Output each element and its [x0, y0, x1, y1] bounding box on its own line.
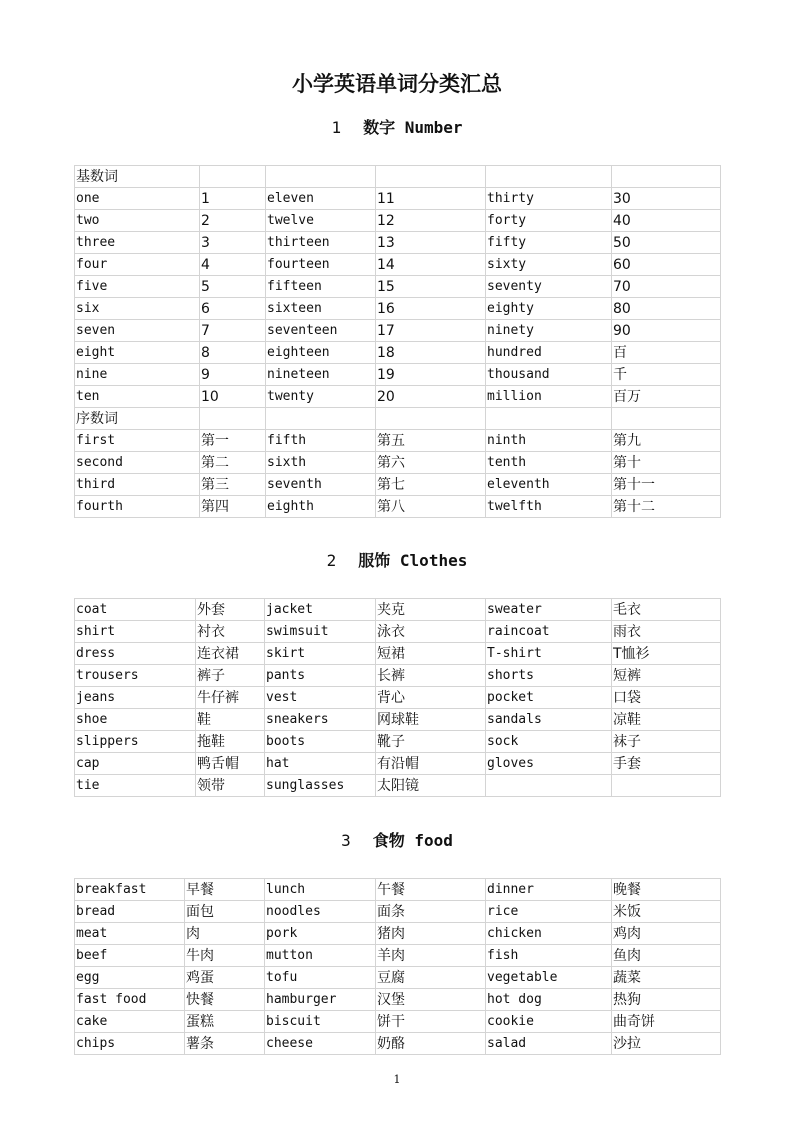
english-word: five	[75, 276, 200, 298]
chinese-meaning: 有沿帽	[376, 753, 486, 775]
table-category-row	[75, 408, 721, 430]
chinese-meaning: 鱼肉	[612, 945, 721, 967]
chinese-meaning: 曲奇饼	[612, 1011, 721, 1033]
chinese-meaning: 午餐	[376, 879, 486, 901]
english-word: pants	[265, 665, 376, 687]
chinese-meaning: 豆腐	[376, 967, 486, 989]
table-row	[75, 342, 721, 364]
english-word: fifty	[486, 232, 612, 254]
english-word: eighth	[266, 496, 376, 518]
english-word: fourth	[75, 496, 200, 518]
chinese-meaning: 面包	[185, 901, 265, 923]
chinese-meaning: 1	[200, 188, 266, 210]
chinese-meaning: 短裙	[376, 643, 486, 665]
chinese-meaning: 第十二	[612, 496, 721, 518]
chinese-meaning: 5	[200, 276, 266, 298]
table-row	[75, 731, 721, 753]
food-vocab-table	[74, 878, 721, 1055]
chinese-meaning: 奶酪	[376, 1033, 486, 1055]
chinese-meaning: 6	[200, 298, 266, 320]
english-word: seven	[75, 320, 200, 342]
chinese-meaning: 鞋	[196, 709, 265, 731]
chinese-meaning: 9	[200, 364, 266, 386]
english-word: breakfast	[75, 879, 185, 901]
chinese-meaning: 薯条	[185, 1033, 265, 1055]
english-word: seventh	[266, 474, 376, 496]
chinese-meaning: 面条	[376, 901, 486, 923]
english-word: seventeen	[266, 320, 376, 342]
english-word: nine	[75, 364, 200, 386]
english-word: twelfth	[486, 496, 612, 518]
chinese-meaning: 60	[612, 254, 721, 276]
english-word: chips	[75, 1033, 185, 1055]
english-word: nineteen	[266, 364, 376, 386]
chinese-meaning: 羊肉	[376, 945, 486, 967]
chinese-meaning: 领带	[196, 775, 265, 797]
english-word: fifth	[266, 430, 376, 452]
english-word: beef	[75, 945, 185, 967]
chinese-meaning: 牛肉	[185, 945, 265, 967]
english-word: egg	[75, 967, 185, 989]
english-word: sunglasses	[265, 775, 376, 797]
chinese-meaning: 手套	[612, 753, 721, 775]
english-word: fifteen	[266, 276, 376, 298]
english-word: meat	[75, 923, 185, 945]
chinese-meaning: 第二	[200, 452, 266, 474]
english-word: tenth	[486, 452, 612, 474]
english-word: three	[75, 232, 200, 254]
chinese-meaning: 肉	[185, 923, 265, 945]
chinese-meaning: 长裤	[376, 665, 486, 687]
chinese-meaning: 雨衣	[612, 621, 721, 643]
english-word: four	[75, 254, 200, 276]
english-word: mutton	[265, 945, 376, 967]
table-row	[75, 1033, 721, 1055]
english-word: biscuit	[265, 1011, 376, 1033]
chinese-meaning: 3	[200, 232, 266, 254]
section-name: 服饰 Clothes	[358, 551, 468, 570]
chinese-meaning: 11	[376, 188, 486, 210]
english-word: shirt	[75, 621, 196, 643]
chinese-meaning: 汉堡	[376, 989, 486, 1011]
english-word: rice	[486, 901, 612, 923]
chinese-meaning: 2	[200, 210, 266, 232]
chinese-meaning: T恤衫	[612, 643, 721, 665]
empty-cell	[200, 166, 266, 188]
table-row	[75, 621, 721, 643]
english-word: hundred	[486, 342, 612, 364]
empty-cell	[376, 408, 486, 430]
chinese-meaning: 鸡肉	[612, 923, 721, 945]
table-row	[75, 210, 721, 232]
chinese-meaning: 快餐	[185, 989, 265, 1011]
section-heading-clothes	[0, 548, 794, 571]
section-number: 1	[331, 118, 342, 137]
english-word: sixth	[266, 452, 376, 474]
chinese-meaning: 鸭舌帽	[196, 753, 265, 775]
chinese-meaning: 7	[200, 320, 266, 342]
chinese-meaning: 17	[376, 320, 486, 342]
english-word: thirty	[486, 188, 612, 210]
chinese-meaning: 18	[376, 342, 486, 364]
empty-cell	[376, 166, 486, 188]
table-row	[75, 967, 721, 989]
section-heading-food	[0, 828, 794, 851]
english-word: sock	[486, 731, 612, 753]
english-word: twelve	[266, 210, 376, 232]
english-word: one	[75, 188, 200, 210]
chinese-meaning: 70	[612, 276, 721, 298]
english-word: gloves	[486, 753, 612, 775]
chinese-meaning: 连衣裙	[196, 643, 265, 665]
empty-cell	[200, 408, 266, 430]
english-word: jeans	[75, 687, 196, 709]
english-word: shorts	[486, 665, 612, 687]
table-row	[75, 1011, 721, 1033]
english-word: sandals	[486, 709, 612, 731]
english-word: tofu	[265, 967, 376, 989]
chinese-meaning: 蛋糕	[185, 1011, 265, 1033]
english-word: dress	[75, 643, 196, 665]
chinese-meaning: 第五	[376, 430, 486, 452]
english-word: seventy	[486, 276, 612, 298]
chinese-meaning: 10	[200, 386, 266, 408]
chinese-meaning: 拖鞋	[196, 731, 265, 753]
table-row	[75, 430, 721, 452]
table-row	[75, 643, 721, 665]
chinese-meaning: 第六	[376, 452, 486, 474]
english-word: salad	[486, 1033, 612, 1055]
empty-cell	[266, 408, 376, 430]
chinese-meaning: 13	[376, 232, 486, 254]
table-row	[75, 753, 721, 775]
chinese-meaning: 热狗	[612, 989, 721, 1011]
chinese-meaning: 千	[612, 364, 721, 386]
table-row	[75, 298, 721, 320]
english-word: cookie	[486, 1011, 612, 1033]
chinese-meaning: 米饭	[612, 901, 721, 923]
english-word: swimsuit	[265, 621, 376, 643]
chinese-meaning: 12	[376, 210, 486, 232]
table-row	[75, 364, 721, 386]
english-word: trousers	[75, 665, 196, 687]
chinese-meaning: 夹克	[376, 599, 486, 621]
table-row	[75, 709, 721, 731]
english-word: coat	[75, 599, 196, 621]
english-word: jacket	[265, 599, 376, 621]
chinese-meaning: 凉鞋	[612, 709, 721, 731]
empty-cell	[486, 166, 612, 188]
chinese-meaning: 15	[376, 276, 486, 298]
english-word: chicken	[486, 923, 612, 945]
empty-cell	[612, 408, 721, 430]
section-heading-number	[0, 115, 794, 138]
chinese-meaning: 太阳镜	[376, 775, 486, 797]
section-name: 数字 Number	[363, 118, 463, 137]
chinese-meaning: 50	[612, 232, 721, 254]
english-word: fourteen	[266, 254, 376, 276]
table-row	[75, 879, 721, 901]
chinese-meaning: 16	[376, 298, 486, 320]
empty-cell	[486, 408, 612, 430]
table-row	[75, 474, 721, 496]
empty-cell	[612, 166, 721, 188]
english-word: T-shirt	[486, 643, 612, 665]
table-category-row	[75, 166, 721, 188]
table-row	[75, 320, 721, 342]
chinese-meaning: 泳衣	[376, 621, 486, 643]
english-word: ten	[75, 386, 200, 408]
english-word: fish	[486, 945, 612, 967]
english-word: million	[486, 386, 612, 408]
chinese-meaning: 袜子	[612, 731, 721, 753]
english-word: thirteen	[266, 232, 376, 254]
table-row	[75, 188, 721, 210]
chinese-meaning	[612, 775, 721, 797]
english-word	[486, 775, 612, 797]
chinese-meaning: 8	[200, 342, 266, 364]
english-word: hamburger	[265, 989, 376, 1011]
chinese-meaning: 晚餐	[612, 879, 721, 901]
english-word: eighteen	[266, 342, 376, 364]
english-word: sixteen	[266, 298, 376, 320]
chinese-meaning: 40	[612, 210, 721, 232]
chinese-meaning: 第七	[376, 474, 486, 496]
english-word: eighty	[486, 298, 612, 320]
english-word: cake	[75, 1011, 185, 1033]
chinese-meaning: 毛衣	[612, 599, 721, 621]
chinese-meaning: 沙拉	[612, 1033, 721, 1055]
section-name: 食物 food	[372, 831, 453, 850]
english-word: ninth	[486, 430, 612, 452]
english-word: sweater	[486, 599, 612, 621]
category-label: 基数词	[75, 166, 200, 188]
table-row	[75, 452, 721, 474]
english-word: first	[75, 430, 200, 452]
chinese-meaning: 30	[612, 188, 721, 210]
english-word: slippers	[75, 731, 196, 753]
english-word: noodles	[265, 901, 376, 923]
chinese-meaning: 背心	[376, 687, 486, 709]
empty-cell	[266, 166, 376, 188]
chinese-meaning: 鸡蛋	[185, 967, 265, 989]
chinese-meaning: 饼干	[376, 1011, 486, 1033]
english-word: hot dog	[486, 989, 612, 1011]
english-word: bread	[75, 901, 185, 923]
table-row	[75, 276, 721, 298]
chinese-meaning: 80	[612, 298, 721, 320]
chinese-meaning: 19	[376, 364, 486, 386]
english-word: dinner	[486, 879, 612, 901]
table-row	[75, 599, 721, 621]
table-row	[75, 945, 721, 967]
section-number: 3	[341, 831, 351, 850]
document-title: 小学英语单词分类汇总	[292, 72, 502, 96]
chinese-meaning: 衬衣	[196, 621, 265, 643]
english-word: sixty	[486, 254, 612, 276]
table-row	[75, 232, 721, 254]
english-word: third	[75, 474, 200, 496]
chinese-meaning: 蔬菜	[612, 967, 721, 989]
chinese-meaning: 4	[200, 254, 266, 276]
english-word: vegetable	[486, 967, 612, 989]
table-row	[75, 901, 721, 923]
table-row	[75, 989, 721, 1011]
table-row	[75, 687, 721, 709]
english-word: eleven	[266, 188, 376, 210]
chinese-meaning: 口袋	[612, 687, 721, 709]
english-word: pork	[265, 923, 376, 945]
category-label: 序数词	[75, 408, 200, 430]
chinese-meaning: 第八	[376, 496, 486, 518]
table-row	[75, 923, 721, 945]
table-row	[75, 775, 721, 797]
english-word: sneakers	[265, 709, 376, 731]
chinese-meaning: 百	[612, 342, 721, 364]
clothes-vocab-table	[74, 598, 721, 797]
chinese-meaning: 猪肉	[376, 923, 486, 945]
english-word: eleventh	[486, 474, 612, 496]
english-word: fast food	[75, 989, 185, 1011]
chinese-meaning: 靴子	[376, 731, 486, 753]
table-row	[75, 496, 721, 518]
table-row	[75, 386, 721, 408]
english-word: skirt	[265, 643, 376, 665]
chinese-meaning: 早餐	[185, 879, 265, 901]
chinese-meaning: 第十一	[612, 474, 721, 496]
chinese-meaning: 第十	[612, 452, 721, 474]
english-word: boots	[265, 731, 376, 753]
chinese-meaning: 20	[376, 386, 486, 408]
chinese-meaning: 外套	[196, 599, 265, 621]
english-word: twenty	[266, 386, 376, 408]
english-word: hat	[265, 753, 376, 775]
chinese-meaning: 14	[376, 254, 486, 276]
chinese-meaning: 裤子	[196, 665, 265, 687]
number-vocab-table	[74, 165, 721, 518]
english-word: cheese	[265, 1033, 376, 1055]
english-word: two	[75, 210, 200, 232]
english-word: lunch	[265, 879, 376, 901]
chinese-meaning: 第一	[200, 430, 266, 452]
english-word: eight	[75, 342, 200, 364]
english-word: forty	[486, 210, 612, 232]
english-word: cap	[75, 753, 196, 775]
english-word: six	[75, 298, 200, 320]
section-number: 2	[326, 551, 337, 570]
english-word: second	[75, 452, 200, 474]
table-row	[75, 254, 721, 276]
chinese-meaning: 百万	[612, 386, 721, 408]
english-word: raincoat	[486, 621, 612, 643]
page-number: 1	[393, 1073, 401, 1086]
chinese-meaning: 第四	[200, 496, 266, 518]
english-word: vest	[265, 687, 376, 709]
chinese-meaning: 网球鞋	[376, 709, 486, 731]
english-word: shoe	[75, 709, 196, 731]
english-word: ninety	[486, 320, 612, 342]
english-word: pocket	[486, 687, 612, 709]
english-word: thousand	[486, 364, 612, 386]
chinese-meaning: 短裤	[612, 665, 721, 687]
chinese-meaning: 第九	[612, 430, 721, 452]
chinese-meaning: 第三	[200, 474, 266, 496]
chinese-meaning: 90	[612, 320, 721, 342]
english-word: tie	[75, 775, 196, 797]
table-row	[75, 665, 721, 687]
chinese-meaning: 牛仔裤	[196, 687, 265, 709]
